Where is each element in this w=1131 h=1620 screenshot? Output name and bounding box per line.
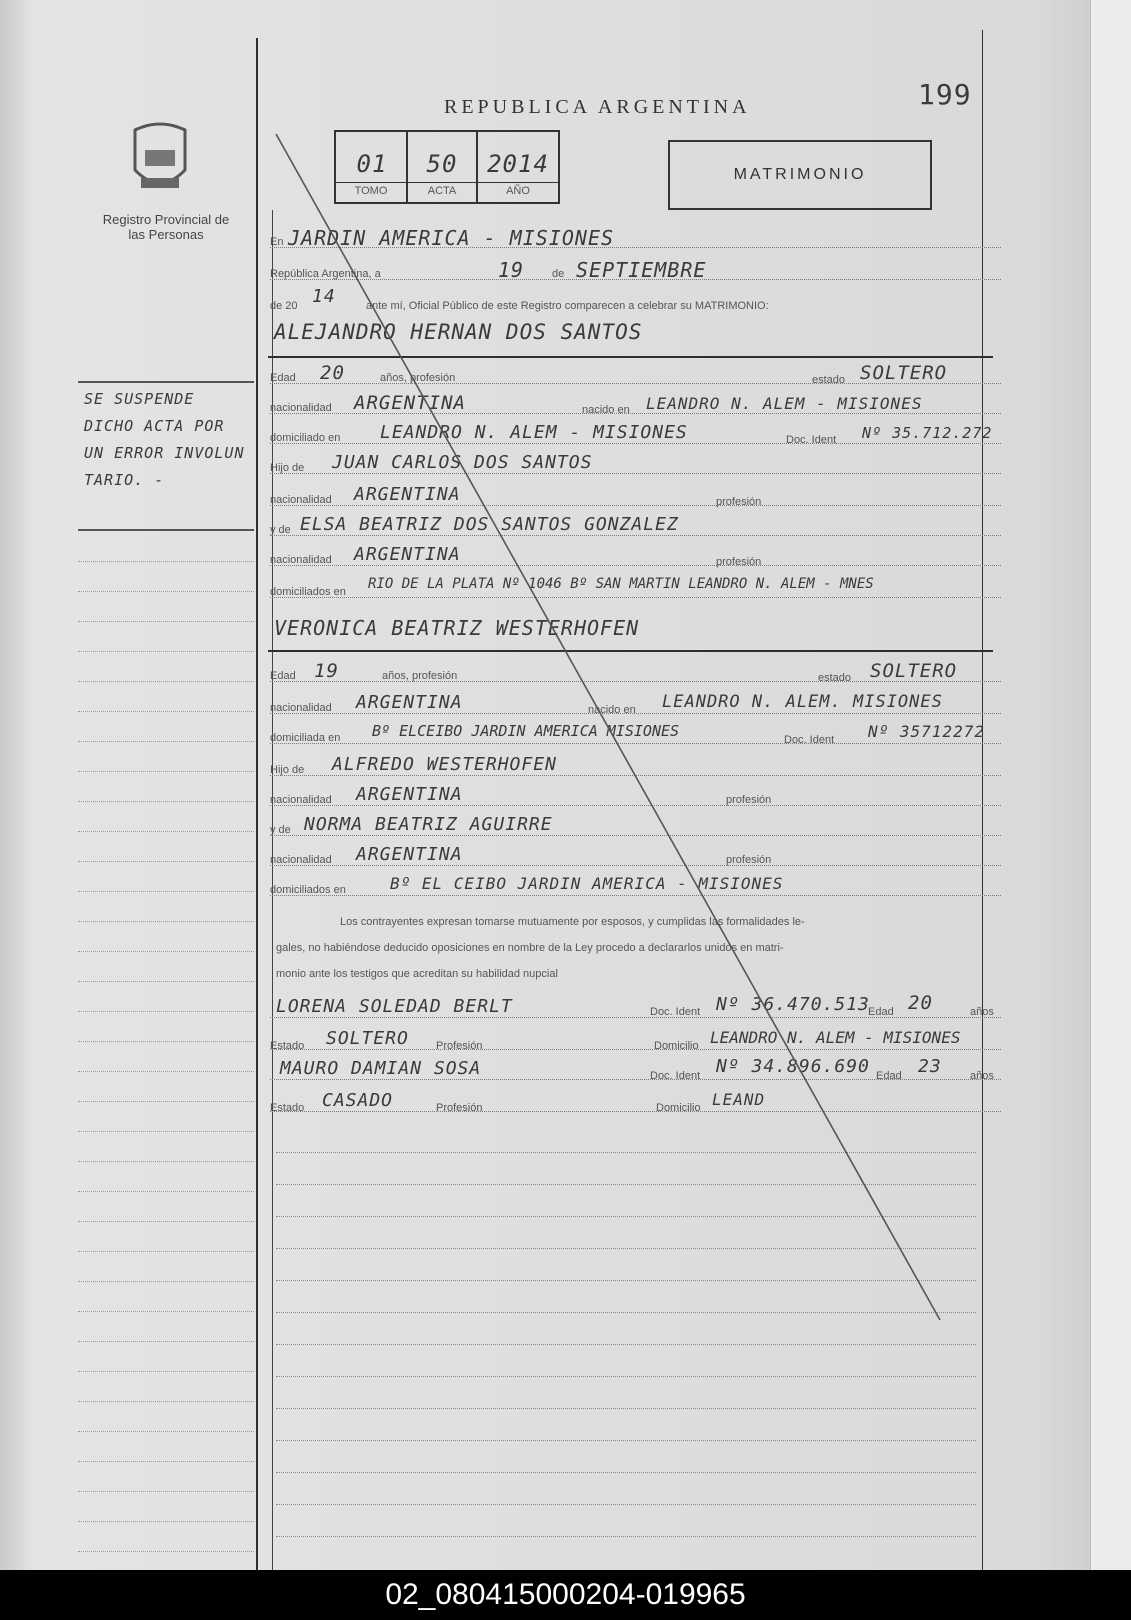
tomo-label: TOMO xyxy=(354,185,388,197)
bride-mother-row: y de NORMA BEATRIZ AGUIRRE xyxy=(270,814,1001,842)
witness-1-row: LORENA SOLEDAD BERLT Doc. Ident Nº 36.470.513 Edad 20 años xyxy=(270,996,1001,1024)
groom-mother-row: y de ELSA BEATRIZ DOS SANTOS GONZALEZ xyxy=(270,514,1001,542)
witness-2-civil-status: CASADO xyxy=(322,1090,394,1111)
witness-2-age: 23 xyxy=(918,1056,942,1077)
bride-age-row: Edad 19 años, profesión estado SOLTERO xyxy=(270,660,1001,688)
witness-2-detail-row: Estado CASADO Profesión Domicilio LEAND xyxy=(270,1090,1001,1118)
bride-father-nationality: ARGENTINA xyxy=(356,784,463,805)
year-value: 14 xyxy=(312,286,336,307)
witness-1-detail-row: Estado SOLTERO Profesión Domicilio LEANDRO N. ALEM - MISIONES xyxy=(270,1028,1001,1056)
bride-father-nat-row: nacionalidad ARGENTINA profesión xyxy=(270,784,1001,812)
anio-label: AÑO xyxy=(506,185,530,197)
bride-mother-nat-row: nacionalidad ARGENTINA profesión xyxy=(270,844,1001,872)
groom-mother: ELSA BEATRIZ DOS SANTOS GONZALEZ xyxy=(300,514,679,535)
witness-1-domicile: LEANDRO N. ALEM - MISIONES xyxy=(710,1028,961,1047)
witness-2-document: Nº 34.896.690 xyxy=(716,1056,870,1077)
year-row: de 20 14 ante mí, Oficial Público de este Registro comparecen a celebrar su MATRIMONIO: xyxy=(270,286,769,312)
groom-nationality-row: nacionalidad ARGENTINA nacido en LEANDRO N. ALEM - MISIONES xyxy=(270,392,1001,420)
bride-nationality-row: nacionalidad ARGENTINA nacido en LEANDRO N. ALEM. MISIONES xyxy=(270,692,1001,720)
month-value: SEPTIEMBRE xyxy=(576,258,707,282)
groom-father-nationality: ARGENTINA xyxy=(354,484,461,505)
groom-age-row: Edad 20 años, profesión estado SOLTERO xyxy=(270,362,1001,390)
witness-2-name: MAURO DAMIAN SOSA xyxy=(280,1058,482,1079)
groom-parents-domicile: RIO DE LA PLATA Nº 1046 Bº SAN MARTIN LEANDRO N. ALEM - MNES xyxy=(368,576,874,592)
groom-name: ALEJANDRO HERNAN DOS SANTOS xyxy=(274,320,643,344)
bride-civil-status: SOLTERO xyxy=(870,660,958,682)
witness-2-row: MAURO DAMIAN SOSA Doc. Ident Nº 34.896.690 Edad 23 años xyxy=(270,1058,1001,1086)
groom-age: 20 xyxy=(320,362,345,384)
folio-number: 199 xyxy=(918,78,972,111)
margin-note-line-3: UN ERROR INVOLUN xyxy=(84,444,245,462)
bride-domicile-row: domiciliada en Bº ELCEIBO JARDIN AMERICA MISIONES Doc. Ident Nº 35712272 xyxy=(270,722,1001,750)
bride-nationality: ARGENTINA xyxy=(356,692,463,713)
bride-parents-domicile-row: domiciliados en Bº EL CEIBO JARDIN AMERICA - MISIONES xyxy=(270,874,1001,902)
bride-father-row: Hijo de ALFREDO WESTERHOFEN xyxy=(270,754,1001,782)
declaration-line-1: Los contrayentes expresan tomarse mutuamente por esposos, y cumplidas las formalidades le- xyxy=(340,916,805,928)
bride-name: VERONICA BEATRIZ WESTERHOFEN xyxy=(274,616,640,640)
margin-note-line-1: SE SUSPENDE xyxy=(84,390,195,408)
groom-nationality: ARGENTINA xyxy=(354,392,466,414)
groom-domicile-row: domiciliado en LEANDRO N. ALEM - MISIONES Doc. Ident Nº 35.712.272 xyxy=(270,422,1001,450)
country-heading: REPUBLICA ARGENTINA xyxy=(444,96,751,118)
bride-document: Nº 35712272 xyxy=(868,722,985,741)
groom-mother-nationality: ARGENTINA xyxy=(354,544,461,565)
footer-identifier: 02_080415000204-019965 xyxy=(0,1570,1131,1620)
declaration-line-2: gales, no habiéndose deducido oposiciones en nombre de la Ley procedo a declararlos unidos en matri- xyxy=(276,942,784,954)
bride-father: ALFREDO WESTERHOFEN xyxy=(332,754,557,775)
acta-value: 50 xyxy=(426,150,458,178)
anio-value: 2014 xyxy=(487,150,549,178)
declaration-line-3: monio ante los testigos que acreditan su habilidad nupcial xyxy=(276,968,558,980)
date-row: República Argentina, a 19 de SEPTIEMBRE xyxy=(270,258,1001,286)
tomo-value: 01 xyxy=(356,150,388,178)
bride-parents-domicile: Bº EL CEIBO JARDIN AMERICA - MISIONES xyxy=(390,874,784,893)
place-row: En JARDIN AMERICA - MISIONES xyxy=(270,226,1001,254)
registry-name: Registro Provincial de las Personas xyxy=(102,212,230,242)
witness-2-domicile: LEAND xyxy=(712,1090,766,1109)
groom-parents-domicile-row: domiciliados en RIO DE LA PLATA Nº 1046 Bº SAN MARTIN LEANDRO N. ALEM - MNES xyxy=(270,576,1001,604)
groom-father: JUAN CARLOS DOS SANTOS xyxy=(332,452,593,473)
groom-mother-nat-row: nacionalidad ARGENTINA profesión xyxy=(270,544,1001,572)
bride-birthplace: LEANDRO N. ALEM. MISIONES xyxy=(662,692,943,712)
bride-age: 19 xyxy=(314,660,339,682)
margin-note-line-4: TARIO. - xyxy=(84,471,165,489)
witness-1-civil-status: SOLTERO xyxy=(326,1028,409,1049)
place-value: JARDIN AMERICA - MISIONES xyxy=(288,226,615,250)
groom-document: Nº 35.712.272 xyxy=(862,424,993,442)
bride-mother: NORMA BEATRIZ AGUIRRE xyxy=(304,814,553,835)
margin-note-line-2: DICHO ACTA POR xyxy=(84,417,225,435)
groom-domicile: LEANDRO N. ALEM - MISIONES xyxy=(380,422,688,443)
act-type-box: MATRIMONIO xyxy=(668,140,932,210)
bride-domicile: Bº ELCEIBO JARDIN AMERICA MISIONES xyxy=(372,722,680,740)
witness-1-document: Nº 36.470.513 xyxy=(716,994,870,1015)
bride-mother-nationality: ARGENTINA xyxy=(356,844,463,865)
acta-label: ACTA xyxy=(427,185,457,197)
groom-father-nat-row: nacionalidad ARGENTINA profesión xyxy=(270,484,1001,512)
witness-1-name: LORENA SOLEDAD BERLT xyxy=(276,996,513,1017)
groom-father-row: Hijo de JUAN CARLOS DOS SANTOS xyxy=(270,452,1001,480)
groom-civil-status: SOLTERO xyxy=(860,362,948,384)
groom-birthplace: LEANDRO N. ALEM - MISIONES xyxy=(646,394,923,413)
witness-1-age: 20 xyxy=(908,992,933,1014)
day-value: 19 xyxy=(498,258,525,282)
